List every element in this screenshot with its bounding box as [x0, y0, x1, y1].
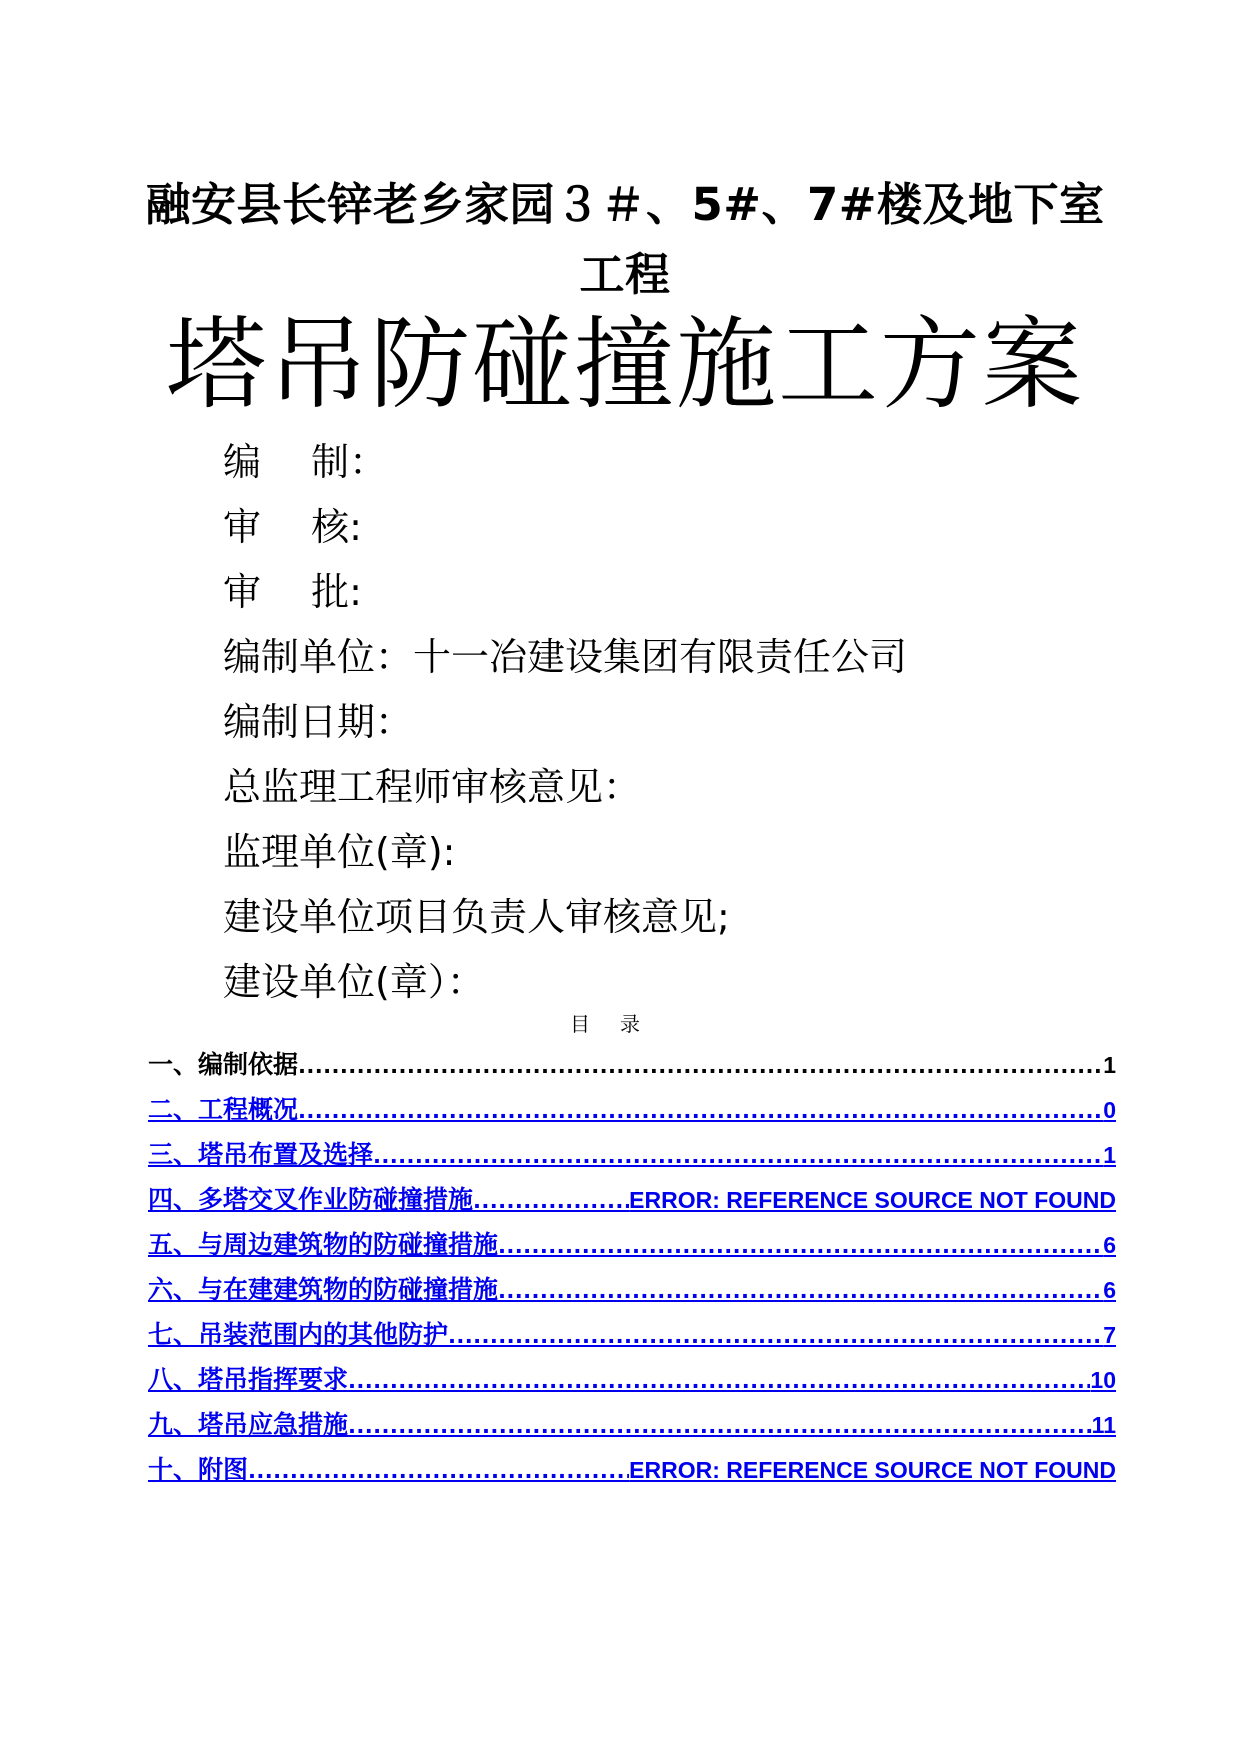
- toc-leader-dots[interactable]: [248, 1449, 629, 1494]
- toc-entry-page[interactable]: ERROR: REFERENCE SOURCE NOT FOUND: [629, 1457, 1116, 1483]
- toc-leader-dots[interactable]: [448, 1314, 1103, 1359]
- toc-entry-page[interactable]: 6: [1103, 1232, 1116, 1258]
- toc-entry-label[interactable]: 四、多塔交叉作业防碰撞措施: [148, 1185, 474, 1214]
- toc-entry-page[interactable]: 11: [1091, 1412, 1116, 1438]
- toc-entry-page[interactable]: 6: [1103, 1277, 1116, 1303]
- toc-leader-dots[interactable]: [348, 1359, 1090, 1404]
- document-title: 塔吊防碰撞施工方案: [166, 306, 1084, 423]
- field-owner-unit-seal: 建设单位(章）：: [223, 960, 485, 1004]
- toc-leader-dots[interactable]: [298, 1089, 1103, 1134]
- toc-entry-link[interactable]: [148, 1357, 1116, 1402]
- field-compiler: 编 制：: [223, 440, 388, 484]
- toc-entry-label[interactable]: 二、工程概况: [148, 1095, 299, 1124]
- table-of-contents: [148, 1042, 1116, 1492]
- toc-leader-dots[interactable]: [498, 1269, 1103, 1314]
- toc-entry-link[interactable]: [148, 1447, 1116, 1492]
- toc-entry-page: 1: [1103, 1052, 1116, 1078]
- toc-entry-link[interactable]: [148, 1312, 1116, 1357]
- toc-leader-dots[interactable]: [373, 1134, 1103, 1179]
- toc-entry-link[interactable]: [148, 1222, 1116, 1267]
- toc-entry-link[interactable]: [148, 1087, 1116, 1132]
- field-chief-supervisor-opinion: 总监理工程师审核意见：: [223, 765, 642, 809]
- toc-leader-dots: [298, 1044, 1103, 1089]
- toc-entry-label[interactable]: 八、塔吊指挥要求: [148, 1365, 349, 1394]
- toc-entry-label[interactable]: 十、附图: [148, 1455, 249, 1484]
- toc-leader-dots[interactable]: [473, 1179, 629, 1224]
- toc-leader-dots[interactable]: [498, 1224, 1103, 1269]
- toc-entry-page[interactable]: 0: [1103, 1097, 1116, 1123]
- toc-entry-link[interactable]: [148, 1402, 1116, 1447]
- toc-entry-link[interactable]: [148, 1267, 1116, 1312]
- toc-entry-label: 一、编制依据: [148, 1050, 299, 1079]
- toc-entry-page[interactable]: 10: [1090, 1367, 1116, 1393]
- toc-entry: [148, 1042, 1116, 1087]
- toc-entry-label[interactable]: 九、塔吊应急措施: [148, 1410, 349, 1439]
- toc-entry-link[interactable]: [148, 1177, 1116, 1222]
- field-supervision-unit-seal: 监理单位(章):: [223, 830, 456, 874]
- toc-entry-page[interactable]: 1: [1103, 1142, 1116, 1168]
- toc-entry-label[interactable]: 七、吊装范围内的其他防护: [148, 1320, 449, 1349]
- field-reviewer: 审 核:: [223, 505, 362, 549]
- field-approver: 审 批:: [223, 570, 362, 614]
- toc-leader-dots[interactable]: [348, 1404, 1092, 1449]
- toc-entry-page[interactable]: ERROR: REFERENCE SOURCE NOT FOUND: [629, 1187, 1116, 1213]
- toc-title: 目录: [570, 1012, 670, 1036]
- field-compile-date: 编制日期：: [223, 700, 414, 744]
- toc-entry-label[interactable]: 三、塔吊布置及选择: [148, 1140, 374, 1169]
- field-compiling-unit: 编制单位：十一冶建设集团有限责任公司: [223, 635, 908, 679]
- field-owner-manager-opinion: 建设单位项目负责人审核意见;: [223, 895, 730, 939]
- toc-entry-page[interactable]: 7: [1103, 1322, 1116, 1348]
- toc-entry-label[interactable]: 六、与在建建筑物的防碰撞措施: [148, 1275, 499, 1304]
- toc-entry-label[interactable]: 五、与周边建筑物的防碰撞措施: [148, 1230, 499, 1259]
- toc-entry-link[interactable]: [148, 1132, 1116, 1177]
- project-title: 融安县长锌老乡家园３＃、5#、7#楼及地下室工程: [145, 178, 1105, 301]
- approval-fields: [223, 430, 1123, 1015]
